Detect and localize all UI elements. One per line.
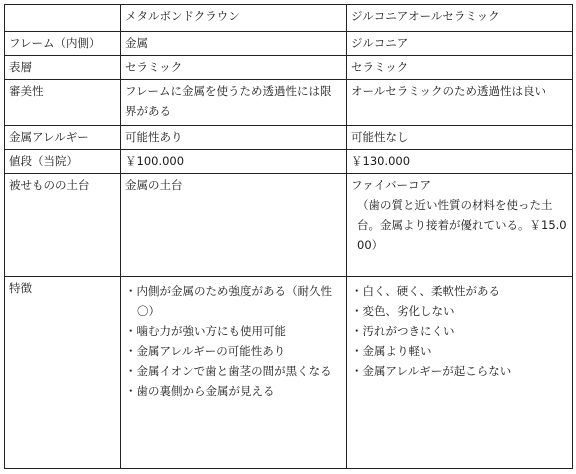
table-header-row — [5, 5, 573, 32]
list-item: ・金属より軽い — [351, 344, 432, 358]
list-item: ・金属イオンで歯と歯茎の間が黒くなる — [125, 364, 332, 378]
list-item: ・汚れがつきにくい — [351, 324, 455, 338]
zirconia-cell: セラミック — [347, 56, 573, 80]
table-row — [5, 80, 573, 126]
list-item: ・金属アレルギーの可能性あり — [125, 344, 286, 358]
metal-cell: フレームに金属を使うため透過性には限界がある — [121, 80, 347, 126]
list-item: ・白く、硬く、柔軟性がある — [351, 284, 501, 298]
zirconia-cell: 可能性なし — [347, 126, 573, 150]
header-zirconia-all-ceramic: ジルコニアオールセラミック — [347, 5, 573, 32]
metal-features-cell — [121, 277, 347, 469]
table-row — [5, 126, 573, 150]
header-metal-bond-crown: メタルボンドクラウン — [121, 5, 347, 32]
zirconia-cell — [347, 174, 573, 277]
row-label: 審美性 — [5, 80, 121, 126]
list-item: ・金属アレルギーが起こらない — [351, 364, 512, 378]
table-row — [5, 150, 573, 174]
table-row — [5, 56, 573, 80]
zirconia-core-title: ファイバーコア — [351, 178, 432, 192]
zirconia-features-cell — [347, 277, 573, 469]
row-label: 特徴 — [5, 277, 121, 469]
header-empty-cell — [5, 5, 121, 32]
metal-cell: 金属の土台 — [121, 174, 347, 277]
row-label: フレーム（内側） — [5, 32, 121, 56]
table-row — [5, 32, 573, 56]
row-label: 表層 — [5, 56, 121, 80]
zirconia-cell: オールセラミックのため透過性は良い — [347, 80, 573, 126]
row-label: 値段（当院） — [5, 150, 121, 174]
list-item: ・噛む力が強い方にも使用可能 — [125, 324, 286, 338]
metal-cell: ￥100.000 — [121, 150, 347, 174]
metal-cell: セラミック — [121, 56, 347, 80]
metal-cell: 金属 — [121, 32, 347, 56]
list-item: ・歯の裏側から金属が見える — [125, 384, 275, 398]
zirconia-cell: ￥130.000 — [347, 150, 573, 174]
zirconia-core-note: （歯の質と近い性質の材料を使った土台。金属より接着が優れている。￥15.000） — [357, 198, 567, 252]
list-item: ・変色、劣化しない — [351, 304, 455, 318]
features-row — [5, 277, 573, 469]
zirconia-cell: ジルコニア — [347, 32, 573, 56]
comparison-table — [4, 4, 573, 469]
metal-cell: 可能性あり — [121, 126, 347, 150]
row-label: 金属アレルギー — [5, 126, 121, 150]
list-item: ・内側が金属のため強度がある（耐久性〇） — [125, 284, 332, 318]
row-label: 被せものの土台 — [5, 174, 121, 277]
table-row — [5, 174, 573, 277]
